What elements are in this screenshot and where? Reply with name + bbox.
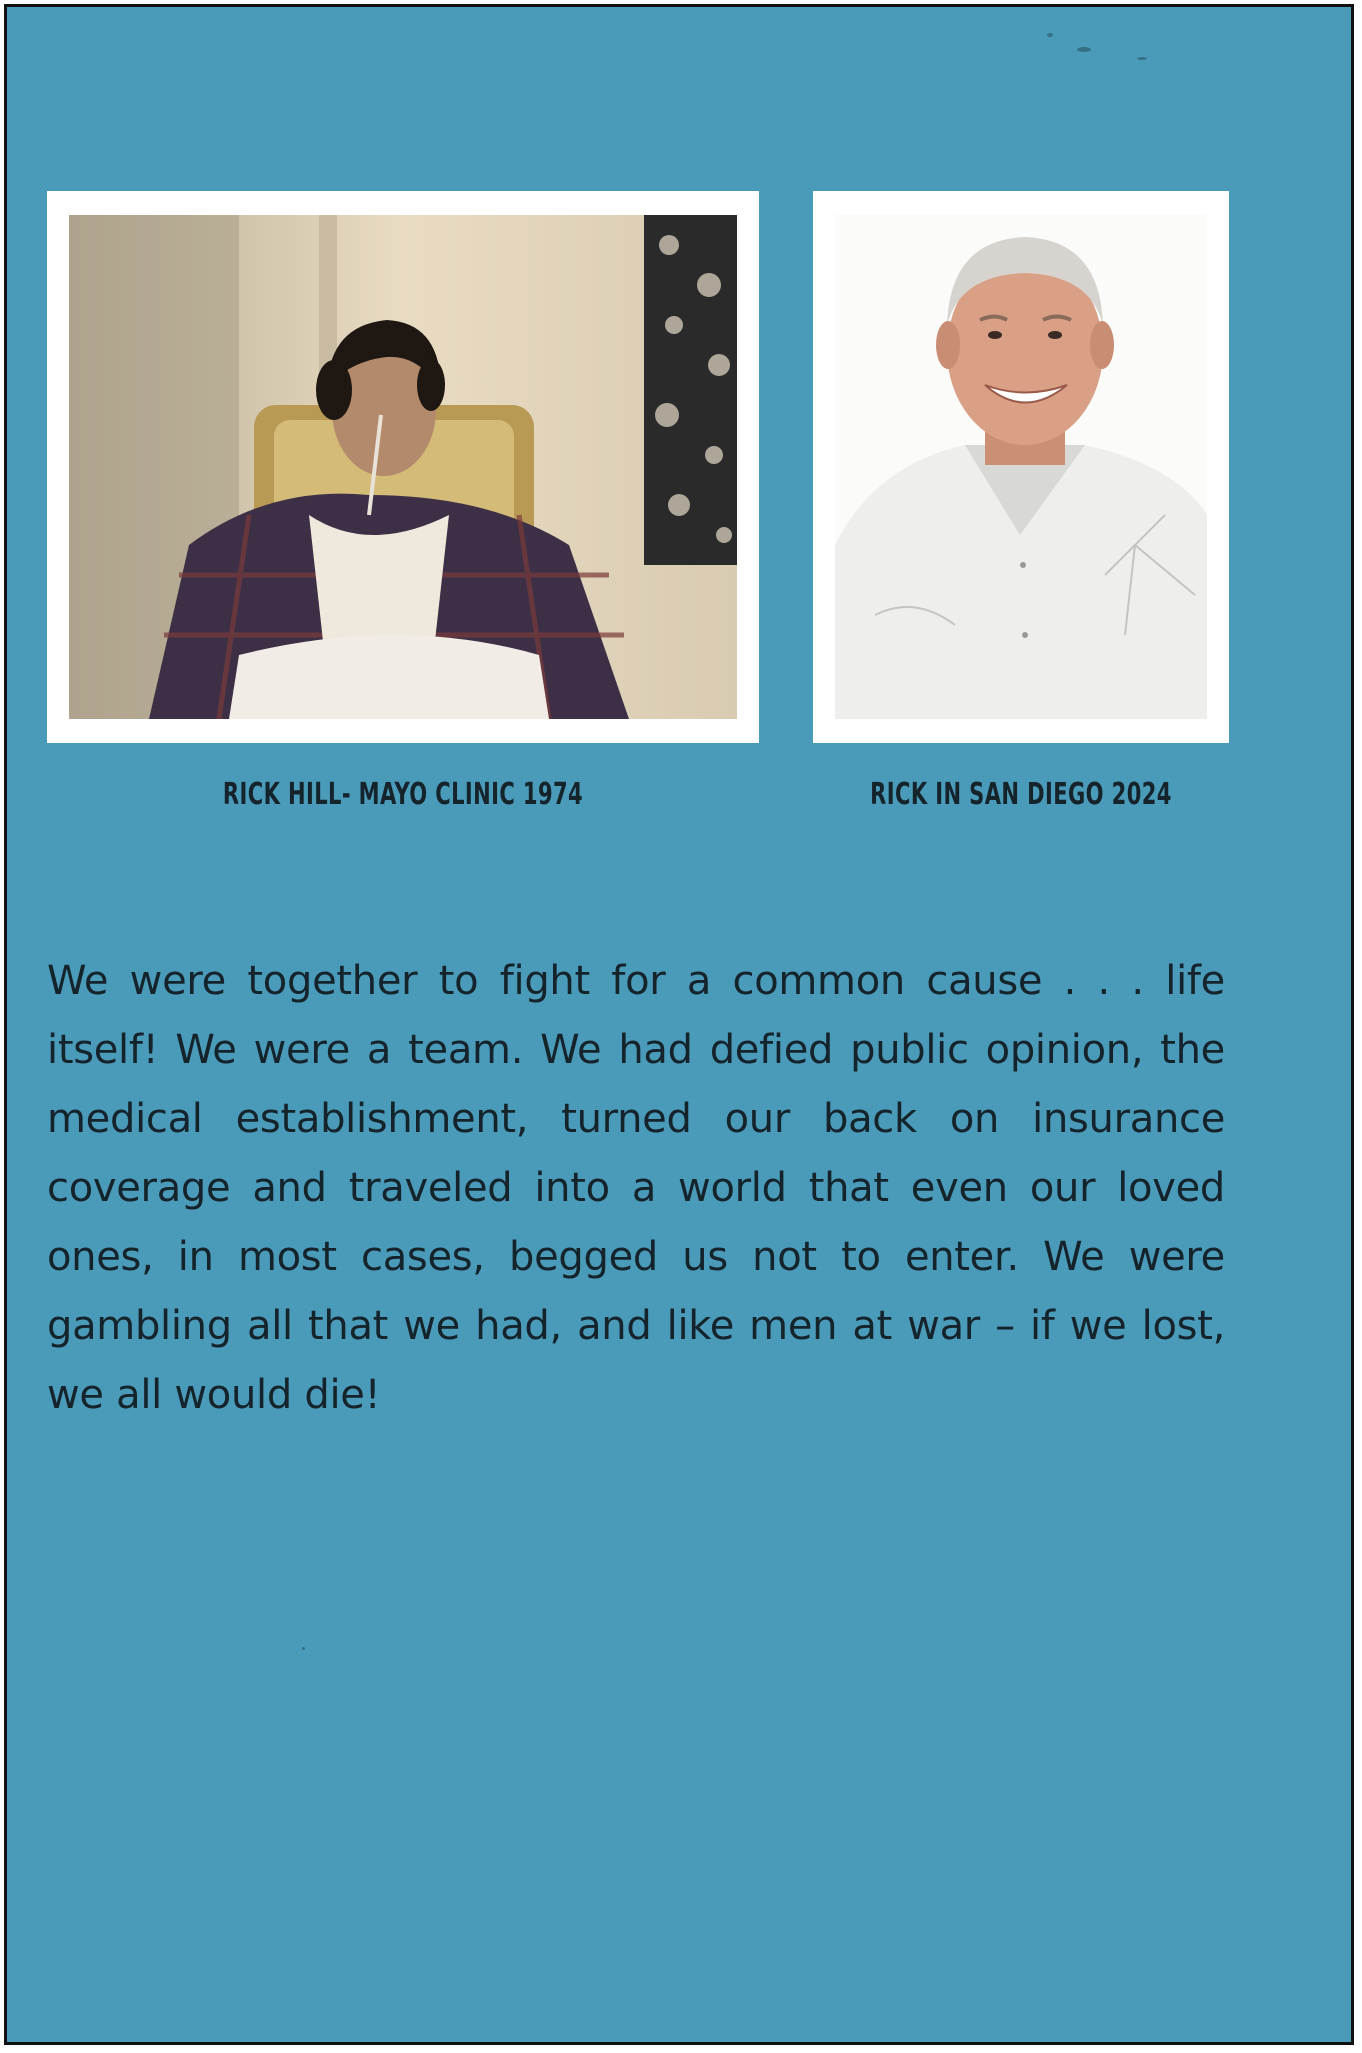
vintage-hospital-portrait-icon xyxy=(69,215,737,719)
photo-mayo-clinic-1974 xyxy=(69,215,737,719)
print-speck xyxy=(1047,33,1053,37)
print-speck xyxy=(302,1647,305,1650)
book-quote: We were together to fight for a common cause . . . life itself! We were a team. We had defied public opinion, the medical establishment, turned our back on insurance coverage and traveled into a world that even our loved ones, in most cases, begged us not to enter. We were gambling all that we had, and like men at war – if we lost, we all would die! xyxy=(47,958,1225,1418)
smiling-portrait-icon xyxy=(835,215,1207,719)
photo-frame-2024 xyxy=(813,191,1229,743)
photo-san-diego-2024 xyxy=(835,215,1207,719)
photo-caption-1974: RICK HILL- MAYO CLINIC 1974 xyxy=(222,777,584,812)
photo-frame-1974 xyxy=(47,191,759,743)
photo-caption-2024: RICK IN SAN DIEGO 2024 xyxy=(870,777,1172,812)
back-cover xyxy=(4,4,1354,2045)
print-speck xyxy=(1077,47,1091,52)
print-speck xyxy=(1137,57,1147,60)
